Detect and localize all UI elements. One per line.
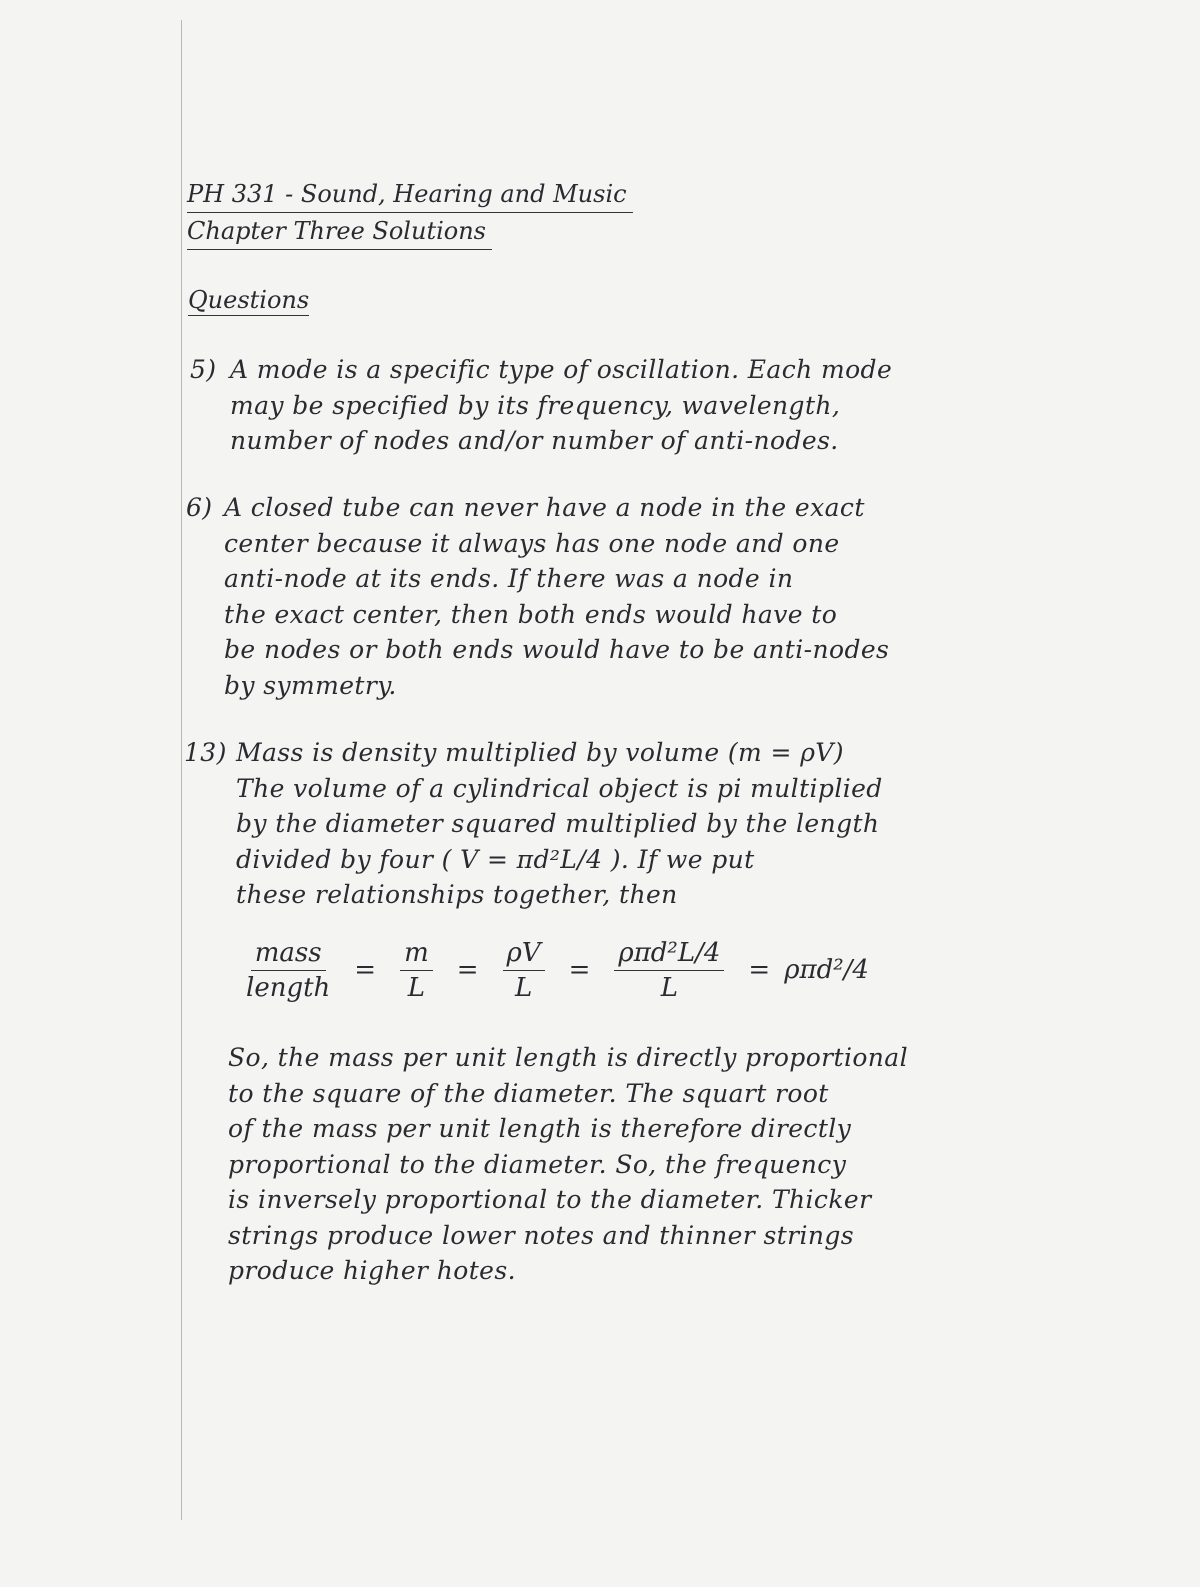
answer-line: center because it always has one node and one (224, 528, 840, 558)
answer-line: be nodes or both ends would have to be anti-nodes (224, 635, 890, 664)
equals-sign: = (354, 955, 377, 985)
equation-result: ρπd²/4 (784, 955, 869, 985)
answer-line: by the diameter squared multiplied by the length (236, 809, 880, 838)
answer-line: is inversely proportional to the diameter. Thicker (228, 1185, 872, 1214)
answer-line: proportional to the diameter. So, the frequency (228, 1149, 847, 1179)
answer-6 (186, 490, 889, 703)
fraction-rhov-l (503, 936, 545, 1005)
fraction-m-l (400, 936, 433, 1005)
chapter-title: Chapter Three Solutions (187, 213, 492, 250)
answer-line: produce higher hotes. (228, 1256, 516, 1285)
answer-line: anti-node at its ends. If there was a node in (224, 564, 794, 593)
numerator: ρV (503, 936, 545, 971)
equals-sign: = (456, 955, 479, 985)
answer-number: 6) (186, 493, 213, 522)
answer-line: Mass is density multiplied by volume (m = ρV) (236, 738, 844, 767)
answer-13 (184, 735, 883, 913)
denominator: length (246, 972, 331, 1003)
answer-line: to the square of the diameter. The squart root (228, 1078, 829, 1108)
answer-line: So, the mass per unit length is directly proportional (228, 1043, 908, 1072)
answer-line: these relationships together, then (236, 880, 678, 909)
answer-line: may be specified by its frequency, wavelength, (230, 390, 841, 420)
fraction-mass-length (246, 936, 330, 1005)
denominator: L (514, 972, 533, 1003)
numerator: ρπd²L/4 (614, 936, 724, 971)
answer-line: the exact center, then both ends would have to (224, 599, 838, 629)
answer-line: A mode is a specific type of oscillation. Each mode (230, 355, 893, 384)
course-title: PH 331 - Sound, Hearing and Music (187, 176, 633, 213)
answer-line: strings produce lower notes and thinner strings (228, 1220, 855, 1250)
answer-number: 13) (184, 738, 227, 767)
answer-5 (190, 352, 892, 459)
answer-line: number of nodes and/or number of anti-nodes. (230, 426, 839, 455)
page-header (187, 176, 633, 250)
denominator: L (660, 972, 679, 1003)
answer-13-conclusion (228, 1040, 908, 1289)
numerator: m (400, 936, 433, 971)
answer-line: divided by four ( V = πd²L/4 ). If we put (236, 844, 755, 874)
numerator: mass (251, 936, 326, 971)
answer-line: of the mass per unit length is therefore directly (228, 1114, 852, 1143)
answer-line: The volume of a cylindrical object is pi multiplied (236, 773, 883, 803)
denominator: L (407, 972, 426, 1003)
equals-sign: = (568, 955, 591, 985)
answer-number: 5) (190, 355, 217, 384)
margin-rule (181, 20, 182, 1520)
fraction-expanded (614, 936, 724, 1005)
questions-heading: Questions (188, 286, 310, 314)
answer-line: A closed tube can never have a node in the exact (224, 493, 865, 522)
equals-sign: = (748, 955, 771, 985)
mass-per-length-equation (236, 930, 869, 1010)
answer-line: by symmetry. (224, 670, 397, 700)
